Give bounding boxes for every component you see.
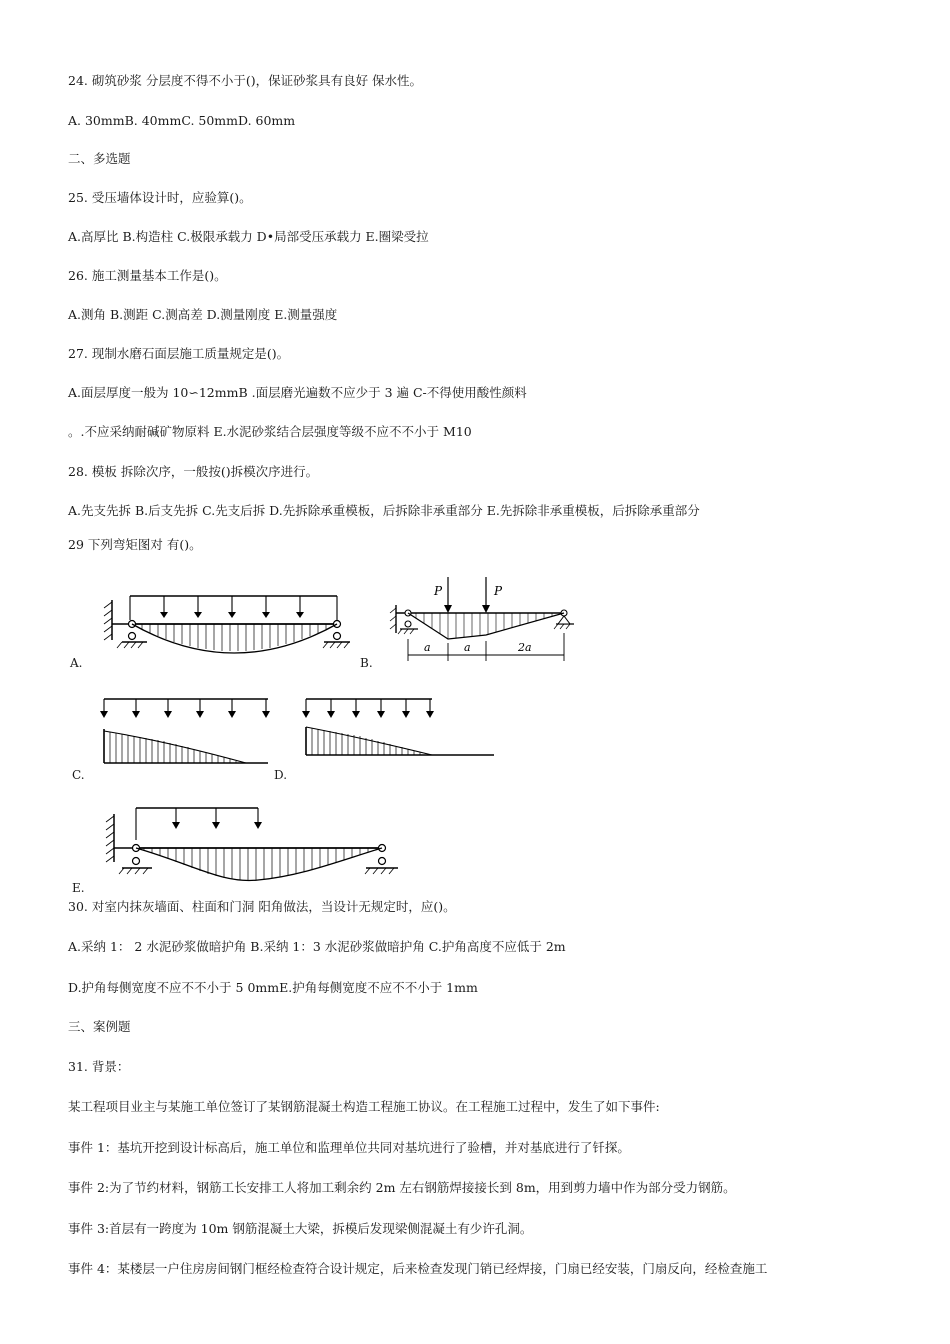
figure-d-moment-diagram [298,693,498,768]
question-30-options-line2: D.护角每侧宽度不应不不小于 5 0mmE.护角每侧宽度不应不不小于 1mm [68,980,478,995]
event-4: 事件 4：某楼层一户住房房间钢门框经检查符合设计规定，后来检查发现门销已经焊接，门扇已经安装，门扇反向，经检查施工 [68,1261,768,1276]
figure-b-label: B. [360,656,373,670]
question-27: 27. 现制水磨石面层施工质量规定是()。 [68,346,290,361]
figure-b-dim-2: a [464,641,471,654]
figure-e-moment-diagram [92,804,422,889]
question-28: 28. 模板 拆除次序，一般按()拆模次序进行。 [68,464,319,479]
section-multiple-choice-heading: 二、多选题 [68,151,131,166]
figure-a-label: A. [70,656,83,670]
question-26: 26. 施工测量基本工作是()。 [68,268,227,283]
question-31: 31. 背景： [68,1059,130,1074]
question-24-options: A. 30mmB. 40mmC. 50mmD. 60mm [68,113,296,128]
question-27-options-line2: 。.不应采纳耐碱矿物原料 E.水泥砂浆结合层强度等级不应不不小于 M10 [68,424,472,439]
question-30: 30. 对室内抹灰墙面、柱面和门洞 阳角做法，当设计无规定时，应()。 [68,899,456,914]
figure-d-label: D. [274,768,288,782]
figure-c-moment-diagram [96,693,276,768]
event-2: 事件 2:为了节约材料，钢筋工长安排工人将加工剩余约 2m 左右钢筋焊接接长到 8m，用到剪力墙中作为部分受力钢筋。 [68,1180,736,1195]
question-30-options-line1: A.采纳 1： 2 水泥砂浆做暗护角 B.采纳 1：3 水泥砂浆做暗护角 C.护角高度不应低于 2m [68,939,566,954]
question-27-options-line1: A.面层厚度一般为 10∽12mmB .面层磨光遍数不应少于 3 遍 C-不得使用酸性颜料 [68,385,527,400]
figure-e-label: E. [72,881,85,895]
figure-b-dim-3: 2a [518,641,532,654]
figure-b-load-label-1: P [434,584,443,598]
background-paragraph: 某工程项目业主与某施工单位签订了某钢筋混凝土构造工程施工协议。在工程施工过程中，发生了如下事件: [68,1099,660,1114]
figure-b-dim-1: a [424,641,431,654]
figure-a-moment-diagram [92,590,362,665]
question-28-options: A.先支先拆 B.后支先拆 C.先支后拆 D.先拆除承重模板，后拆除非承重部分 E.先拆除非承重模板，后拆除承重部分 [68,503,700,518]
question-26-options: A.测角 B.测距 C.测高差 D.测量刚度 E.测量强度 [68,307,338,322]
figure-b-moment-diagram [388,573,588,668]
event-1: 事件 1：基坑开挖到设计标高后，施工单位和监理单位共同对基坑进行了验槽，并对基底进行了钎探。 [68,1140,630,1155]
question-25-options: A.高厚比 B.构造柱 C.极限承载力 D•局部受压承载力 E.圈梁受拉 [68,229,429,244]
figure-b-load-label-2: P [494,584,503,598]
section-case-study-heading: 三、案例题 [68,1019,131,1034]
event-3: 事件 3:首层有一跨度为 10m 钢筋混凝土大梁，拆模后发现梁侧混凝土有少许孔洞。 [68,1221,533,1236]
figure-c-label: C. [72,768,85,782]
question-25: 25. 受压墙体设计时，应验算()。 [68,190,252,205]
question-29: 29 下列弯矩图对 有()。 [68,537,202,552]
question-24: 24. 砌筑砂浆 分层度不得不小于()，保证砂浆具有良好 保水性。 [68,73,423,88]
